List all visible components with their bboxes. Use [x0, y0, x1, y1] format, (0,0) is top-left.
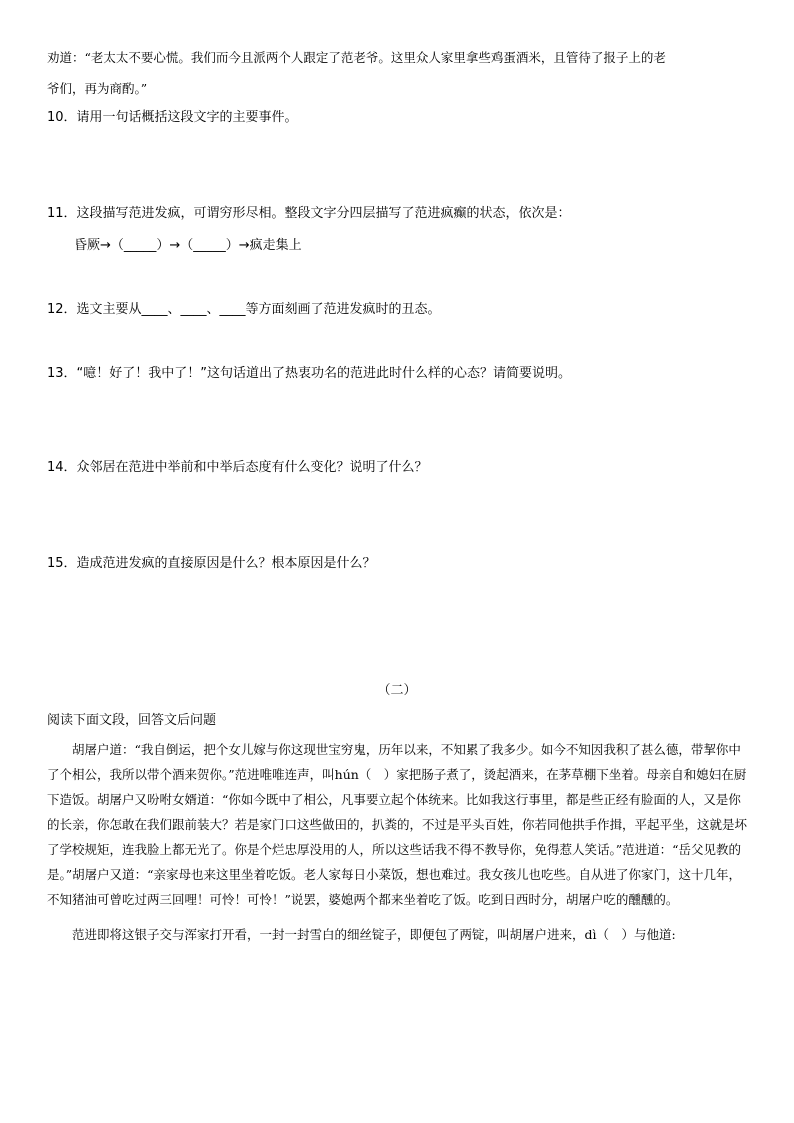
question-11-flow: 昏厥→（_____）→（_____）→疯走集上 [74, 238, 302, 253]
passage-line: 爷们，再为商酌。” [47, 81, 148, 96]
top-passage [47, 42, 752, 104]
passage-paragraph: 范进即将这银子交与浑家打开看，一封一封雪白的细丝锭子，即便包了两锭，叫胡屠户进来，dì（ ）与他道: [72, 927, 676, 942]
question-12: 12．选文主要从____、____、____等方面刻画了范进发疯时的丑态。 [47, 302, 441, 317]
reading-passage [47, 737, 752, 957]
question-10: 10．请用一句话概括这段文字的主要事件。 [47, 110, 298, 125]
section-heading: （二） [377, 683, 417, 698]
question-14: 14．众邻居在范进中举前和中举后态度有什么变化？说明了什么？ [47, 460, 428, 475]
question-11: 11．这段描写范进发疯，可谓穷形尽相。整段文字分四层描写了范进疯癫的状态，依次是： [47, 206, 571, 221]
reading-instruction: 阅读下面文段，回答文后问题 [47, 713, 217, 728]
question-13: 13．“噫！好了！我中了！”这句话道出了热衷功名的范进此时什么样的心态？请简要说明。 [47, 366, 572, 381]
passage-line: 劝道：“老太太不要心慌。我们而今且派两个人跟定了范老爷。这里众人家里拿些鸡蛋酒米，且管待了报子上的老 [47, 50, 666, 65]
question-15: 15．造成范进发疯的直接原因是什么？根本原因是什么？ [47, 556, 376, 571]
passage-paragraph: 胡屠户道：“我自倒运，把个女儿嫁与你这现世宝穷鬼，历年以来，不知累了我多少。如今不知因我积了甚么德，带挈你中了个相公，我所以带个酒来贺你。”范进唯唯连声，叫hún（ ）家把肠子煮了，烫起酒来，在茅草棚下坐着。母亲自和媳妇在厨下造饭。胡屠户又吩咐女婿道：“你如今既中了相公，凡事要立起个体统来。比如我这行事里，都是些正经有脸面的人，又是你的长亲，你怎敢在我们跟前装大？若是家门口这些做田的，扒粪的，不过是平头百姓，你若同他拱手作揖，平起平坐，这就是坏了学校规矩，连我脸上都无光了。你是个烂忠厚没用的人，所以这些话我不得不教导你，免得惹人笑话。”范进道：“岳父见教的是。”胡屠户又道：“亲家母也来这里坐着吃饭。老人家每日小菜饭，想也难过。我女孩儿也吃些。自从进了你家门，这十几年，不知猪油可曾吃过两三回哩！可怜！可怜！”说罢，婆媳两个都来坐着吃了饭。吃到日西时分，胡屠户吃的醺醺的。 [47, 742, 748, 907]
